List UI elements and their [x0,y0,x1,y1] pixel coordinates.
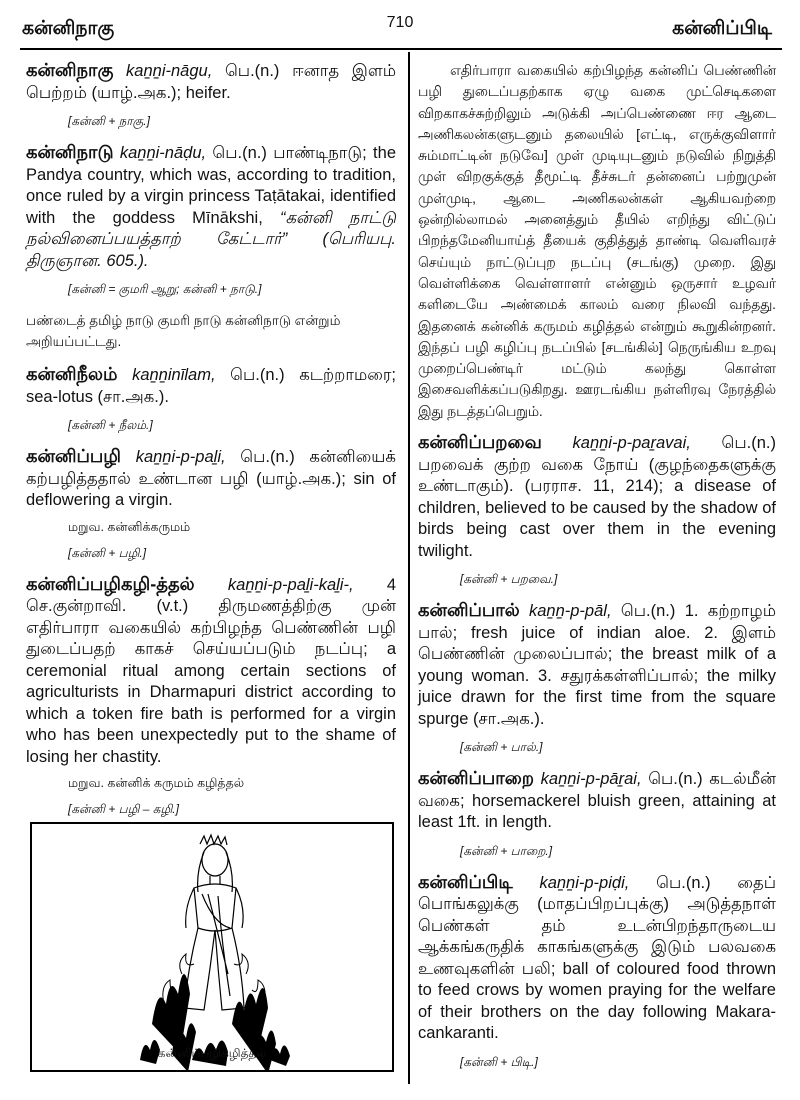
entry-kannināgu [26,60,396,104]
headword: கன்னிப்பறவை [418,432,542,453]
continuation-paragraph: எதிர்பாரா வகையில் கற்பிழந்த கன்னிப் பெண்ணின் பழி துடைப்பதற்காக ஏழு வகை முட்செடிகளை விறகாகச்சுற்றிலும் அடுக்கி அப்பெண்ணை ஈர ஆடை அணிகலன்களுடனும் தலையில் [எட்டி, எருக்குவிளார் சும்மாட்டின் நடுவே] முள் முடியுடனும் நடுவில் நிறுத்தி முள் விறகுக்குத் தீமூட்டி தீச்சுடர் தன்னைப் பற்றுமுன் முள்முடி, ஆடை அணிகலன்கள் ஆகியவற்றை ஒன்றில்லாமல் அனைத்தும் தீயில் எறிந்து விட்டுப் பிறந்தமேனியாய்த் தீயைக் குதித்துத் தாண்டி வெளிவரச் செய்யும் நாட்டுப்புற நடப்பு (சடங்கு) முறை. இது வெள்ளிக்கை வெள்ளாளர் என்னும் ஒருசார் உழவர் களிடையே அண்மைக் காலம் வரை நிலவி வந்தது. இதனைக் கன்னிக் கருமம் கழித்தல் என்றும் கூறுகின்றனர். இந்தப் பழி கழிப்பு நடப்பில் [சடங்கில்] நெருங்கிய உறவு முறைப்பெண்டிர் மட்டும் கலந்து கொள்ள இசைவளிக்கப்படுகிறது. ஊரடங்கிய நள்ளிரவு நேரத்தில் இது நடத்தப்பெறும். [418,63,776,419]
headword: கன்னிப்பழி [26,446,122,466]
left-column [26,60,396,830]
headword: கன்னிப்பால் [418,600,520,621]
etymology: [கன்னி + பிடி.] [460,1054,538,1069]
etymology: [கன்னி + பறவை.] [460,572,558,587]
definition: பெ.(n.) ஈனாத இளம் பெற்றம் (யாழ்.அக.); heifer. [26,62,396,102]
definition: பெ.(n.) தைப் பொங்கலுக்கு (மாதப்பிறப்புக்கு) அடுத்தநாள் பெண்கள் தம் உடன்பிறந்தாருடைய ஆக்கங்கருதிக் காகங்களுக்கு இடும் பலவகை உணவுகளின் பலி; ball of coloured food thrown to feed crows by women praying for the welfare of their brothers on the day following Makara-cankaranti. [418,873,777,1043]
transliteration: kaṉṉi-p-piḍi, [539,873,630,892]
definition: பெ.(n.) கடற்றாமரை; sea-lotus (சா.அக.). [26,366,396,406]
etymology: [கன்னி + பாறை.] [460,843,553,858]
entry-kannippazhikazhittal [26,574,396,769]
definition: பெ.(n.) கன்னியைக் கற்பழித்ததால் உண்டான பழி (யாழ்.அக.); sin of deflowering a virgin. [26,448,396,509]
etymology: [கன்னி + பழி.] [68,545,147,560]
illustration-caption: கன்னிப்பழிகழித்தல் [157,1046,267,1060]
transliteration: kaṉṉi-p-pāṟai, [540,770,642,789]
headword: கன்னிப்பிடி [418,871,513,892]
synonym: மறுவ. கன்னிக்கருமம் [68,519,191,534]
entry-kannippidi [418,872,776,1045]
entry-kannippazhi [26,446,396,512]
etymology: [கன்னி + பழி – கழி.] [68,802,179,816]
entry-kannipparavai [418,432,776,562]
entry-kannippārai [418,768,776,834]
column-divider [408,52,410,1084]
definition: பெ.(n.) 1. கற்றாழம் பால்; fresh juice of indian aloe. 2. இளம் பெண்ணின் முலைப்பால்; the breast milk of a young woman. 3. சதுரக்கள்ளிப்பால்; the milky juice drawn for the first time from the square spurge (சா.அக.). [418,602,776,728]
etymology: [கன்னி + நாகு.] [68,114,150,128]
headword: கன்னிநாடு [26,142,114,162]
headword: கன்னிப்பாறை [418,768,534,789]
etymology: [கன்னி = குமரி ஆறு; கன்னி + நாடு.] [68,282,262,296]
transliteration: kaṉṉinīlam, [132,366,216,384]
running-head-right: கன்னிப்பிடி [672,18,772,39]
right-column [418,58,776,1083]
transliteration: kaṉṉi-nāḍu, [119,144,207,162]
citation: “கன்னி நாட்டு நல்வினைப்பயத்தாற் கேட்டார்” (பெரியபு. திருஞான. 605.). [26,208,396,270]
headword: கன்னிநாகு [26,60,114,80]
definition: 4 செ.குன்றாவி. (v.t.) திருமணத்திற்கு முன் எதிர்பாரா வகையில் கற்பிழந்த பெண்ணின் பழி துடைப்பதற் காகச் செய்யப்படும் நடப்பு; a ceremonial ritual among certain sections of agriculturists in Dharmapuri district according to which a token fire bath is performed for a virgin who has been unexpectedly put to the shame of losing her chastity. [26,575,396,766]
definition: பெ.(n.) பறவைக் குற்ற வகை நோய் (குழந்தைகளுக்கு உண்டாகும்). (பரராச. 11, 214); a disease of children, believed to be caused by the shadow of birds being cast over them in the evening twilight. [418,434,776,560]
synonym: மறுவ. கன்னிக் கருமம் கழித்தல் [68,776,245,790]
transliteration: kaṉṉ-p-pāl, [528,602,612,621]
note: பண்டைத் தமிழ் நாடு குமரி நாடு கன்னிநாடு என்றும் அறியப்பட்டது. [26,313,341,349]
illustration-box [30,822,394,1072]
etymology: [கன்னி + நீலம்.] [68,418,153,432]
transliteration: kaṉṉi-p-paṟavai, [572,434,691,453]
running-head-left: கன்னிநாகு [22,18,115,39]
entry-kannippāl [418,600,776,730]
page-number: 710 [386,14,414,31]
transliteration: kaṉṉi-p-paḻi, [135,448,226,466]
entry-kanninādu [26,142,396,272]
headword: கன்னிநீலம் [26,364,118,384]
definition: பெ.(n.) பாண்டிநாடு; the Pandya country, which was, according to tradition, once ruled by a virgin princess Taṭātakai, identified with the goddess Mīnākshi, [26,144,396,227]
definition: பெ.(n.) கடல்மீன் வகை; horsemackerel bluish green, attaining at least 1ft. in length. [418,770,776,832]
header-rule [20,48,782,50]
woman-in-fire-illustration [32,824,392,1070]
transliteration: kaṉṉi-p-paḻi-kaḻi-, [227,575,354,594]
headword: கன்னிப்பழிகழி-த்தல் [26,573,195,594]
page-header [0,0,800,52]
etymology: [கன்னி + பால்.] [460,740,543,755]
transliteration: kaṉṉi-nāgu, [126,62,213,80]
entry-kanninīlam [26,364,396,408]
